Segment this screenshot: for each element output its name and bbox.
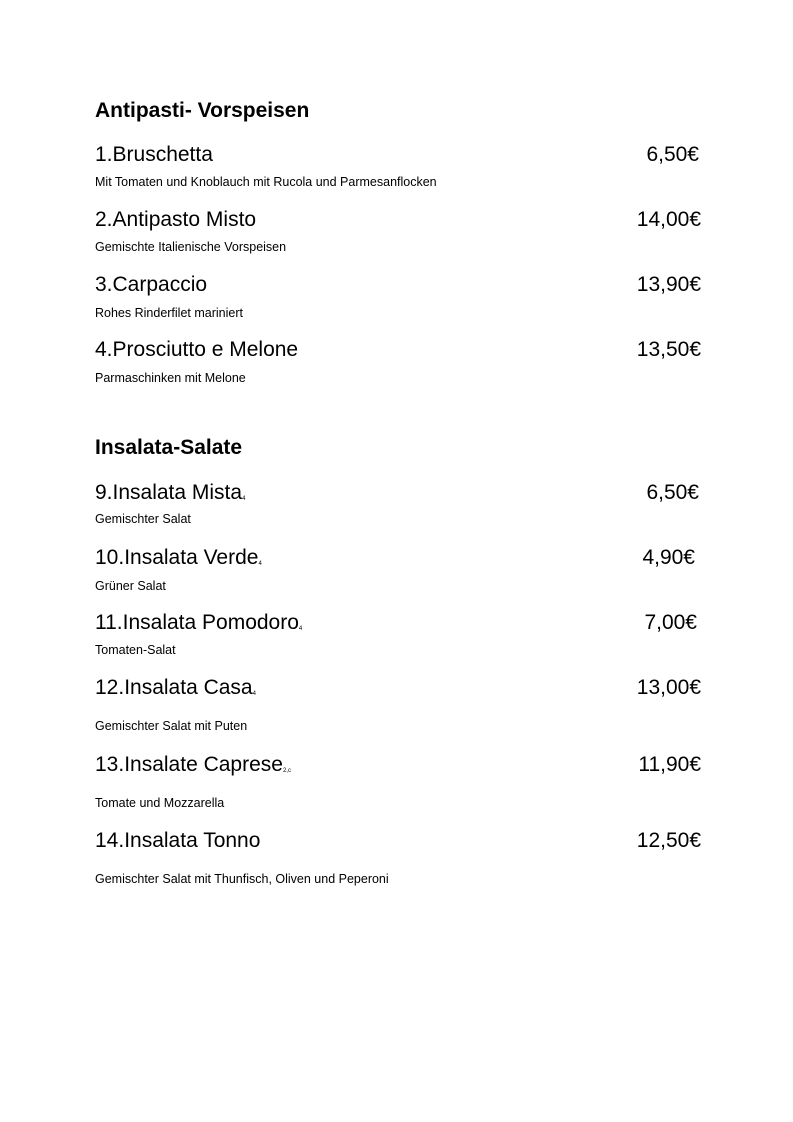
menu-item-name bbox=[95, 545, 262, 576]
menu-item-name bbox=[95, 337, 298, 363]
menu-item-price: 12,50€ bbox=[636, 829, 701, 852]
menu-item-description: Gemischter Salat mit Thunfisch, Oliven und Peperoni bbox=[95, 872, 389, 886]
menu-item-price: 14,00€ bbox=[636, 208, 701, 231]
item-name-text: 9.Insalata Mista bbox=[95, 481, 243, 504]
item-name-text: 13.Insalate Caprese bbox=[95, 753, 283, 776]
section-title-antipasti: Antipasti- Vorspeisen bbox=[95, 99, 310, 122]
item-name-text: 4.Prosciutto e Melone bbox=[95, 338, 299, 361]
allergen-marker: 4 bbox=[298, 626, 303, 632]
menu-item-name bbox=[95, 142, 213, 168]
item-name-text: 12.Insalata Casa bbox=[95, 676, 253, 699]
menu-item-description: Grüner Salat bbox=[95, 579, 166, 593]
menu-item-price: 6,50€ bbox=[646, 481, 699, 504]
allergen-marker: 4 bbox=[252, 691, 256, 697]
menu-item-description: Rohes Rinderfilet mariniert bbox=[95, 306, 243, 320]
item-name-text: 14.Insalata Tonno bbox=[95, 829, 261, 852]
menu-item-description: Gemischte Italienische Vorspeisen bbox=[95, 240, 287, 254]
item-name-text: 11.Insalata Pomodoro bbox=[95, 611, 299, 634]
menu-item-price: 13,50€ bbox=[636, 338, 701, 361]
item-name-text: 1.Bruschetta bbox=[95, 143, 213, 166]
menu-item-name bbox=[95, 272, 207, 298]
menu-item-price: 6,50€ bbox=[646, 143, 699, 166]
menu-item-description: Gemischter Salat mit Puten bbox=[95, 719, 248, 733]
allergen-marker: 2,c bbox=[282, 768, 291, 774]
menu-item-price: 11,90€ bbox=[638, 753, 701, 776]
item-name-text: 10.Insalata Verde bbox=[95, 546, 259, 569]
menu-item-price: 7,00€ bbox=[644, 611, 697, 634]
section-title-insalata: Insalata-Salate bbox=[95, 436, 243, 459]
menu-item-description: Parmaschinken mit Melone bbox=[95, 371, 246, 385]
menu-item-price: 4,90€ bbox=[642, 546, 695, 569]
menu-item-name bbox=[95, 610, 302, 641]
item-name-text: 2.Antipasto Misto bbox=[95, 208, 257, 231]
menu-item-price: 13,90€ bbox=[636, 273, 701, 296]
menu-item-name bbox=[95, 752, 291, 783]
allergen-marker: 4 bbox=[258, 561, 262, 567]
menu-item-name bbox=[95, 828, 260, 854]
menu-item-name bbox=[95, 675, 256, 706]
menu-item-price: 13,00€ bbox=[636, 676, 701, 699]
menu-item-name bbox=[95, 480, 245, 511]
menu-item-name bbox=[95, 207, 256, 233]
item-name-text: 3.Carpaccio bbox=[95, 273, 208, 296]
allergen-marker: 4 bbox=[242, 496, 246, 502]
menu-item-description: Gemischter Salat bbox=[95, 512, 191, 526]
menu-item-description: Tomate und Mozzarella bbox=[95, 796, 225, 810]
menu-item-description: Tomaten-Salat bbox=[95, 643, 176, 657]
menu-item-description: Mit Tomaten und Knoblauch mit Rucola und Parmesanflocken bbox=[95, 175, 437, 189]
